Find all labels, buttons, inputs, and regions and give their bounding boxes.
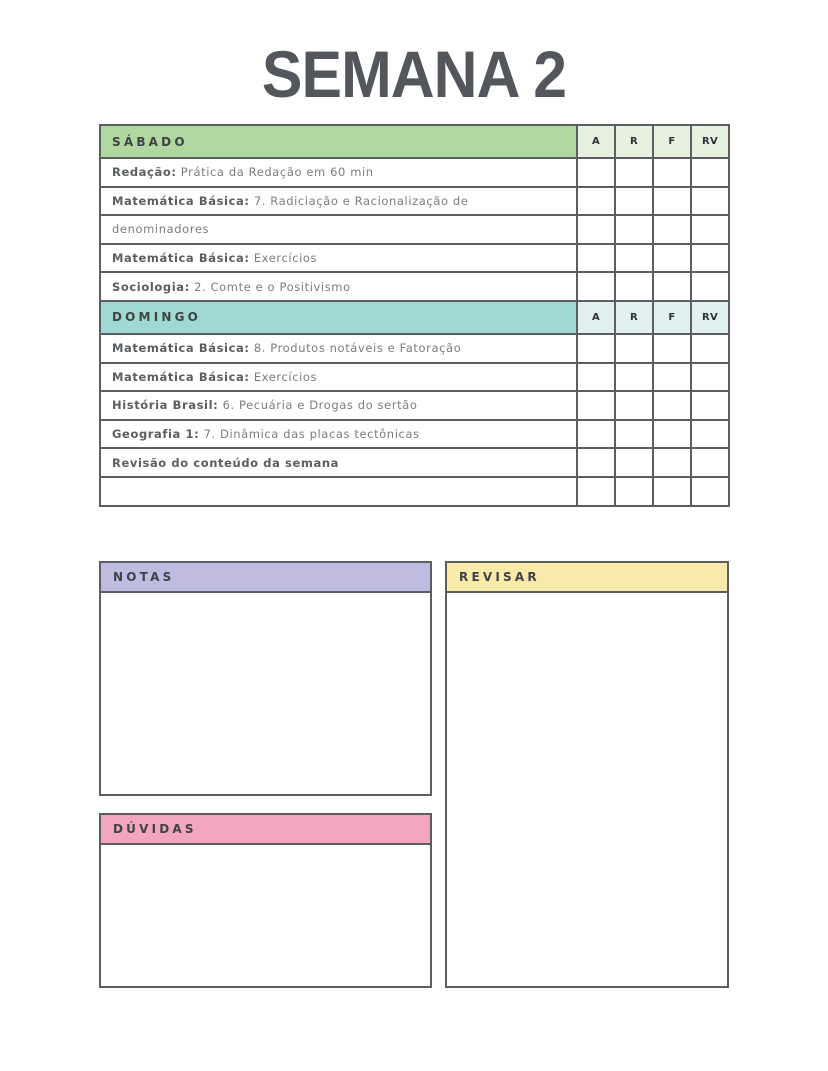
table-row xyxy=(100,363,729,392)
weekly-schedule-table xyxy=(99,124,730,507)
check-cell-rv[interactable] xyxy=(691,363,729,392)
check-cell-rv[interactable] xyxy=(691,448,729,477)
review-header: REVISAR xyxy=(447,563,727,593)
column-header-a: A xyxy=(577,301,615,334)
check-cell-f[interactable] xyxy=(653,363,691,392)
check-cell-rv[interactable] xyxy=(691,244,729,273)
check-cell-rv[interactable] xyxy=(691,477,729,506)
table-row-empty xyxy=(100,477,729,506)
table-row xyxy=(100,244,729,273)
check-cell-r[interactable] xyxy=(615,477,653,506)
column-header-rv: RV xyxy=(691,125,729,158)
check-cell-a[interactable] xyxy=(577,244,615,273)
day-label: SÁBADO xyxy=(100,125,577,158)
check-cell-a[interactable] xyxy=(577,334,615,363)
check-cell-r[interactable] xyxy=(615,334,653,363)
subject-label: Matemática Básica: xyxy=(112,193,250,208)
check-cell-r[interactable] xyxy=(615,244,653,273)
task-cell xyxy=(100,334,577,363)
table-row xyxy=(100,272,729,301)
column-header-rv: RV xyxy=(691,301,729,334)
task-cell xyxy=(100,420,577,449)
table-row xyxy=(100,187,729,216)
check-cell-f[interactable] xyxy=(653,477,691,506)
task-cell xyxy=(100,448,577,477)
topic-text: 2. Comte e o Positivismo xyxy=(189,279,351,294)
topic-text: 6. Pecuária e Drogas do sertão xyxy=(218,398,418,413)
check-cell-r[interactable] xyxy=(615,215,653,244)
day-header-domingo xyxy=(100,301,729,334)
check-cell-f[interactable] xyxy=(653,158,691,187)
table-row xyxy=(100,391,729,420)
table-row xyxy=(100,420,729,449)
task-cell xyxy=(100,363,577,392)
check-cell-f[interactable] xyxy=(653,334,691,363)
task-cell xyxy=(100,158,577,187)
check-cell-rv[interactable] xyxy=(691,187,729,216)
topic-text: 7. Radiciação e Racionalização de xyxy=(249,193,469,208)
check-cell-f[interactable] xyxy=(653,448,691,477)
task-cell xyxy=(100,215,577,244)
task-cell xyxy=(100,187,577,216)
table-row xyxy=(100,215,729,244)
task-cell xyxy=(100,244,577,273)
subject-label: Sociologia: xyxy=(112,279,190,294)
check-cell-a[interactable] xyxy=(577,187,615,216)
subject-label: História Brasil: xyxy=(112,398,219,413)
check-cell-a[interactable] xyxy=(577,158,615,187)
task-cell xyxy=(100,391,577,420)
subject-label: Geografia 1: xyxy=(112,427,200,442)
check-cell-a[interactable] xyxy=(577,272,615,301)
table-row xyxy=(100,448,729,477)
column-header-f: F xyxy=(653,125,691,158)
task-cell xyxy=(100,272,577,301)
subject-label: Matemática Básica: xyxy=(112,341,250,356)
check-cell-rv[interactable] xyxy=(691,215,729,244)
check-cell-f[interactable] xyxy=(653,215,691,244)
check-cell-a[interactable] xyxy=(577,477,615,506)
check-cell-r[interactable] xyxy=(615,272,653,301)
table-row xyxy=(100,158,729,187)
check-cell-rv[interactable] xyxy=(691,334,729,363)
column-header-r: R xyxy=(615,125,653,158)
column-header-r: R xyxy=(615,301,653,334)
notes-header: NOTAS xyxy=(101,563,430,593)
check-cell-r[interactable] xyxy=(615,158,653,187)
check-cell-r[interactable] xyxy=(615,187,653,216)
check-cell-r[interactable] xyxy=(615,363,653,392)
topic-text: denominadores xyxy=(112,222,210,237)
subject-label: Matemática Básica: xyxy=(112,369,250,384)
doubts-box[interactable] xyxy=(99,813,432,988)
review-box[interactable] xyxy=(445,561,729,988)
subject-label: Redação: xyxy=(112,165,177,180)
topic-text: Exercícios xyxy=(249,369,318,384)
doubts-header: DÚVIDAS xyxy=(101,815,430,845)
topic-text: 7. Dinâmica das placas tectônicas xyxy=(199,427,420,442)
check-cell-a[interactable] xyxy=(577,363,615,392)
check-cell-a[interactable] xyxy=(577,391,615,420)
check-cell-f[interactable] xyxy=(653,420,691,449)
task-cell[interactable] xyxy=(100,477,577,506)
check-cell-rv[interactable] xyxy=(691,420,729,449)
check-cell-a[interactable] xyxy=(577,215,615,244)
check-cell-f[interactable] xyxy=(653,187,691,216)
check-cell-rv[interactable] xyxy=(691,391,729,420)
check-cell-a[interactable] xyxy=(577,448,615,477)
notes-box[interactable] xyxy=(99,561,432,796)
table-row xyxy=(100,334,729,363)
check-cell-r[interactable] xyxy=(615,391,653,420)
topic-text: Exercícios xyxy=(249,251,318,266)
subject-label: Matemática Básica: xyxy=(112,251,250,266)
check-cell-rv[interactable] xyxy=(691,158,729,187)
check-cell-f[interactable] xyxy=(653,272,691,301)
check-cell-f[interactable] xyxy=(653,244,691,273)
day-label: DOMINGO xyxy=(100,301,577,334)
page-title: SEMANA 2 xyxy=(261,37,567,111)
check-cell-r[interactable] xyxy=(615,448,653,477)
subject-label: Revisão do conteúdo da semana xyxy=(112,455,339,470)
day-header-sabado xyxy=(100,125,729,158)
column-header-f: F xyxy=(653,301,691,334)
check-cell-rv[interactable] xyxy=(691,272,729,301)
check-cell-a[interactable] xyxy=(577,420,615,449)
topic-text: 8. Produtos notáveis e Fatoração xyxy=(249,341,462,356)
check-cell-r[interactable] xyxy=(615,420,653,449)
check-cell-f[interactable] xyxy=(653,391,691,420)
column-header-a: A xyxy=(577,125,615,158)
topic-text: Prática da Redação em 60 min xyxy=(176,165,374,180)
